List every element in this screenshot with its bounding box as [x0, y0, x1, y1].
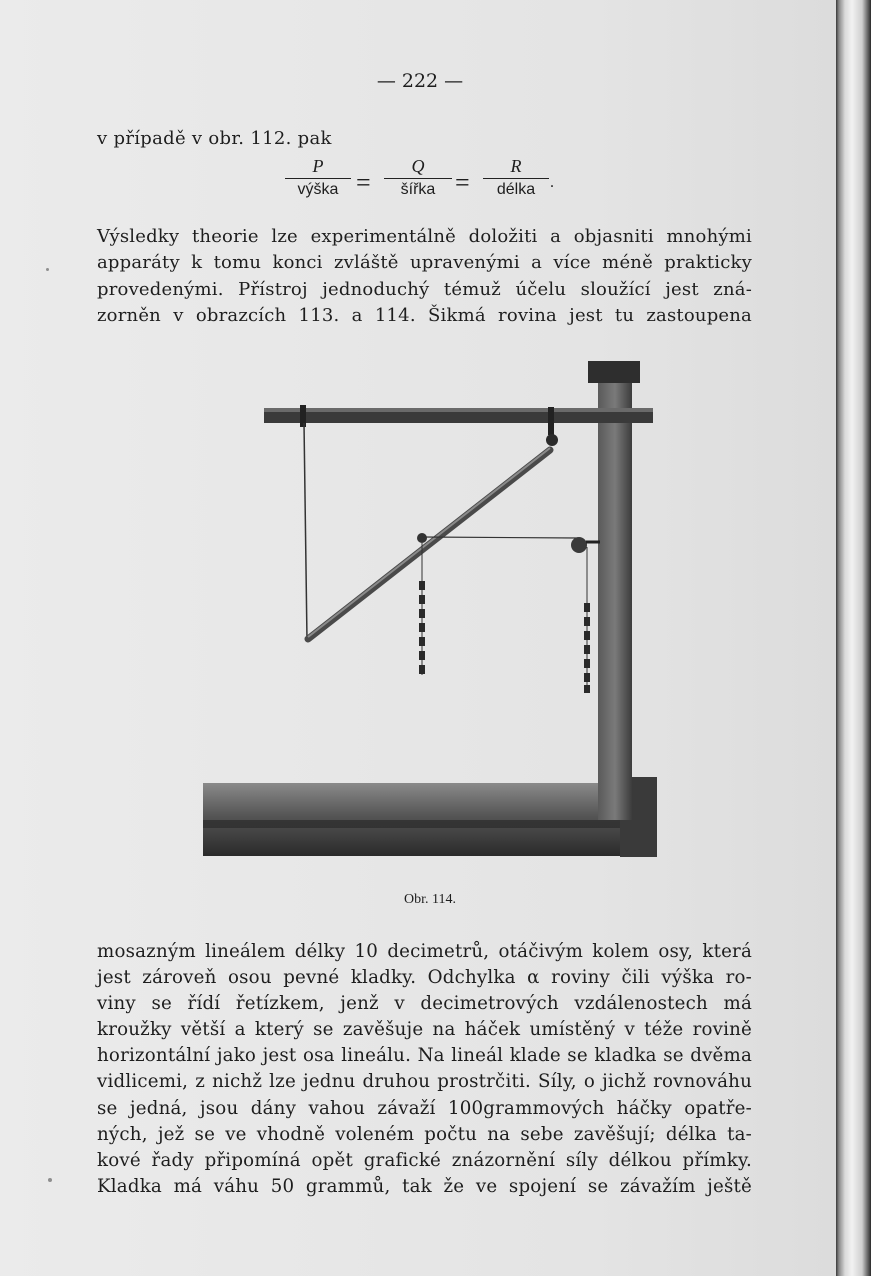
fixed-pulley	[571, 537, 587, 553]
apparatus-base	[203, 783, 653, 856]
text-line: vidlicemi, z nichž lze jednu druhou prostrčiti. Síly, o jichž rovnováhu	[97, 1071, 752, 1093]
text-line: mosazným lineálem délky 10 decimetrů, otáčivým kolem osy, která	[97, 941, 752, 962]
text-line: ných, jež se ve vhodně voleném počtu na sebe zavěšují; délka ta-	[97, 1123, 752, 1145]
formula	[285, 156, 555, 216]
text-line: se jedná, jsou dány vahou závaží 100grammových háčky opatře-	[97, 1097, 752, 1119]
inclined-plane-apparatus-figure	[200, 355, 665, 865]
print-speck	[46, 268, 49, 271]
string	[422, 537, 578, 538]
formula-equals: =	[356, 168, 371, 197]
paragraph-1	[97, 224, 752, 329]
formula-denominator: délka	[496, 181, 536, 198]
roller	[417, 533, 427, 543]
text-line: Kladka má váhu 50 grammů, tak že ve spojení se závažím ještě	[97, 1175, 752, 1197]
height-chain	[304, 423, 307, 640]
formula-denominator: výška	[297, 181, 339, 198]
formula-numerator: P	[285, 156, 351, 179]
text-line: kroužky větší a který se zavěšuje na háček umístěný v téže rovině	[97, 1019, 752, 1041]
print-speck	[48, 1178, 52, 1182]
pivot-axle	[546, 434, 558, 446]
formula-term-height	[285, 156, 351, 199]
page-number: — 222 —	[376, 70, 464, 92]
text-line: kové řady připomíná opět grafické znázornění síly délkou přímky.	[97, 1149, 752, 1171]
text-line: apparáty k tomu konci zvláště upravenými a více méně prakticky	[97, 252, 752, 274]
formula-term-width	[384, 156, 452, 199]
formula-numerator: R	[483, 156, 549, 179]
page-edge	[836, 0, 871, 1276]
inclined-ruler	[308, 450, 550, 639]
intro-line: v případě v obr. 112. pak	[97, 128, 332, 149]
formula-denominator: šířka	[400, 181, 436, 198]
formula-equals: =	[455, 168, 470, 197]
text-line: provedenými. Přístroj jednoduchý témuž účelu sloužící jest zná-	[97, 278, 752, 300]
text-line: viny se řídí řetízkem, jenž v decimetrových vzdálenostech má	[97, 993, 752, 1015]
formula-numerator: Q	[384, 156, 452, 179]
formula-end: .	[550, 174, 554, 191]
text-line: zorněn v obrazcích 113. a 114. Šikmá rovina jest tu zastoupena	[97, 304, 752, 326]
paragraph-2	[97, 939, 752, 1200]
text-line: Výsledky theorie lze experimentálně doložiti a objasniti mnohými	[97, 226, 752, 247]
formula-term-length	[483, 156, 549, 199]
text-line: horizontální jako jest osa lineálu. Na lineál klade se kladka se dvěma	[97, 1045, 752, 1067]
text-line: jest zároveň osou pevné kladky. Odchylka α roviny čili výška ro-	[97, 967, 752, 989]
vertical-post	[598, 375, 632, 820]
figure-caption: Obr. 114.	[404, 892, 456, 907]
